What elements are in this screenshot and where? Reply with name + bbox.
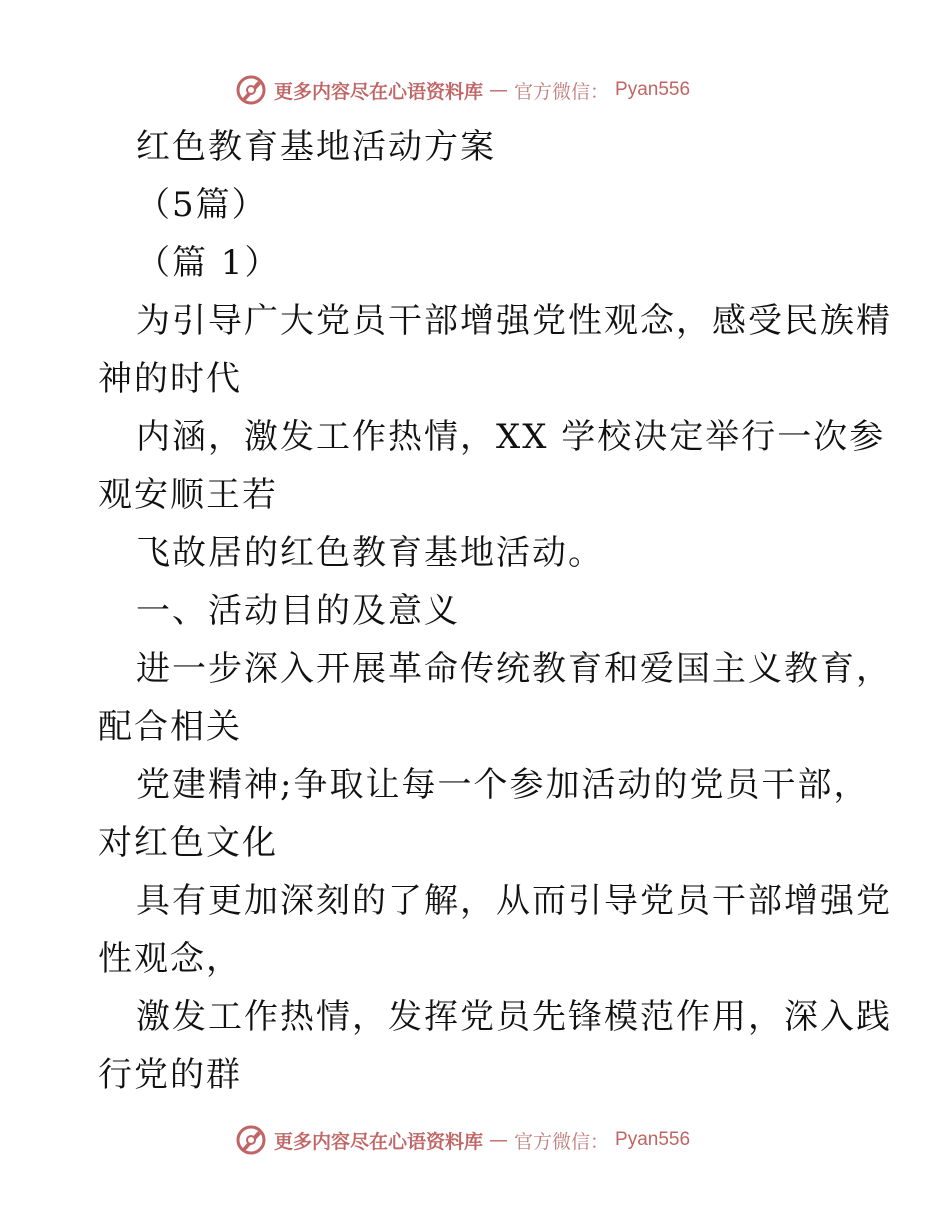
- quill-pen-logo-icon: [234, 73, 268, 107]
- document-body: [98, 118, 892, 1104]
- quill-pen-logo-icon: [234, 1123, 268, 1157]
- watermark-wechat-id: Pyan556: [615, 79, 691, 100]
- watermark-brand: 更多内容尽在心语资料库: [274, 1130, 484, 1153]
- document-title: 红色教育基地活动方案: [136, 127, 496, 167]
- watermark-wechat-id: Pyan556: [615, 1129, 691, 1150]
- paragraph-line: 进一步深入开展革命传统教育和爱国主义教育，: [136, 649, 892, 689]
- watermark-wechat-label: 官方微信：: [514, 80, 610, 103]
- paragraph-line: 性观念，: [98, 939, 242, 979]
- paragraph-line: 党建精神;争取让每一个参加活动的党员干部，: [136, 765, 870, 805]
- section-heading: （篇 1）: [136, 243, 281, 283]
- watermark-banner-top: [234, 70, 690, 110]
- watermark-dash: —: [489, 79, 509, 101]
- watermark-dash: —: [489, 1129, 509, 1151]
- paragraph-line: 内涵，激发工作热情，XX 学校决定举行一次参: [136, 417, 886, 457]
- paragraph-line: 为引导广大党员干部增强党性观念，感受民族精: [136, 301, 892, 341]
- watermark-banner-bottom: [234, 1120, 690, 1160]
- watermark-brand: 更多内容尽在心语资料库: [274, 80, 484, 103]
- paragraph-line: 飞故居的红色教育基地活动。: [136, 533, 604, 573]
- watermark-wechat-label: 官方微信：: [514, 1130, 610, 1153]
- paragraph-line: 对红色文化: [98, 823, 278, 863]
- paragraph-line: 具有更加深刻的了解，从而引导党员干部增强党: [136, 881, 892, 921]
- paragraph-line: 行党的群: [98, 1055, 242, 1095]
- paragraph-line: 观安顺王若: [98, 475, 278, 515]
- paragraph-line: 配合相关: [98, 707, 242, 747]
- paragraph-line: 神的时代: [98, 359, 242, 399]
- document-count: （5篇）: [136, 185, 268, 225]
- paragraph-line: 激发工作热情，发挥党员先锋模范作用，深入践: [136, 997, 892, 1037]
- section-heading: 一、活动目的及意义: [136, 591, 460, 631]
